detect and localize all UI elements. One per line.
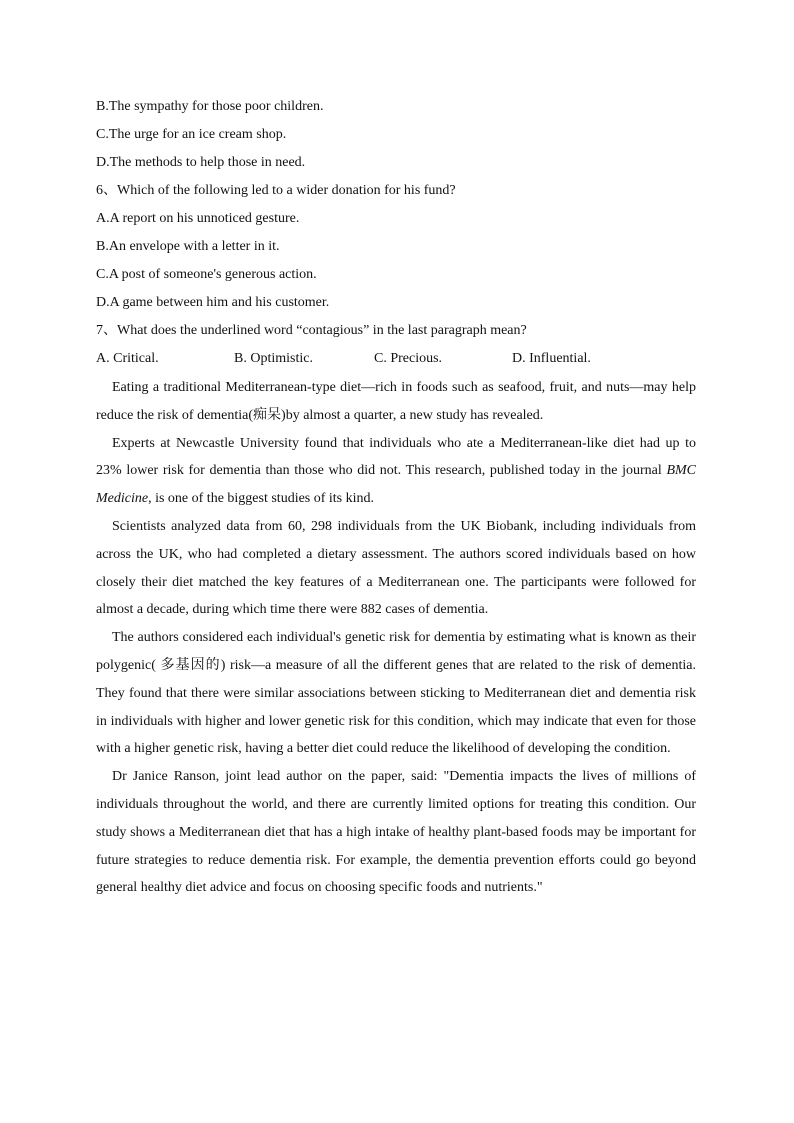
paragraph-2-text-a: Experts at Newcastle University found that individuals who ate a Mediterranean-like diet had up to 23% lower risk for dementia than those who did not. This research, published today in the journal [96, 435, 696, 479]
q5-option-c: C.The urge for an ice cream shop. [96, 127, 287, 142]
q5-option-b: B.The sympathy for those poor children. [96, 99, 324, 114]
passage-paragraph-2 [96, 430, 696, 513]
q6-option-b: B.An envelope with a letter in it. [96, 239, 280, 254]
q7-option-d: D. Influential. [512, 351, 591, 366]
passage-paragraph-1: Eating a traditional Mediterranean-type diet—rich in foods such as seafood, fruit, and nuts—may help reduce the risk of dementia(痴呆)by almost a quarter, a new study has revealed. [96, 380, 696, 423]
q5-option-d: D.The methods to help those in need. [96, 155, 306, 170]
q6-question: 6、Which of the following led to a wider donation for his fund? [96, 183, 456, 198]
passage-paragraph-3: Scientists analyzed data from 60, 298 individuals from the UK Biobank, including individuals from across the UK, who had completed a dietary assessment. The authors scored individuals based on how closely their diet matched the key features of a Mediterranean one. The participants were followed for almost a decade, during which time there were 882 cases of dementia. [96, 518, 696, 618]
q7-option-b: B. Optimistic. [234, 351, 313, 366]
q7-option-a: A. Critical. [96, 351, 159, 366]
paragraph-2-text-b: , is one of the biggest studies of its kind. [148, 491, 375, 507]
document-content [96, 93, 696, 902]
q6-option-c: C.A post of someone's generous action. [96, 267, 317, 282]
q6-option-d: D.A game between him and his customer. [96, 295, 330, 310]
passage-paragraph-5: Dr Janice Ranson, joint lead author on the paper, said: "Dementia impacts the lives of millions of individuals throughout the world, and there are currently limited options for treating this condition. Our study shows a Mediterranean diet that has a high intake of healthy plant-based foods may be important for future strategies to reduce dementia risk. For example, the dementia prevention efforts could go beyond general healthy diet advice and focus on choosing specific foods and nutrients." [96, 769, 696, 896]
q7-option-c: C. Precious. [374, 351, 443, 366]
q7-options [96, 345, 696, 373]
q7-question: 7、What does the underlined word “contagious” in the last paragraph mean? [96, 323, 527, 338]
journal-name: BMC Medicine [96, 463, 696, 507]
passage-paragraph-4: The authors considered each individual's genetic risk for dementia by estimating what is known as their polygenic( 多基因的) risk—a measure of all the different genes that are related to the risk of dementia. They found that there were similar associations between sticking to Mediterranean diet and dementia risk in individuals with higher and lower genetic risk for this condition, which may indicate that even for those with a higher genetic risk, having a better diet could reduce the likelihood of developing the condition. [96, 630, 696, 757]
q6-option-a: A.A report on his unnoticed gesture. [96, 211, 300, 226]
